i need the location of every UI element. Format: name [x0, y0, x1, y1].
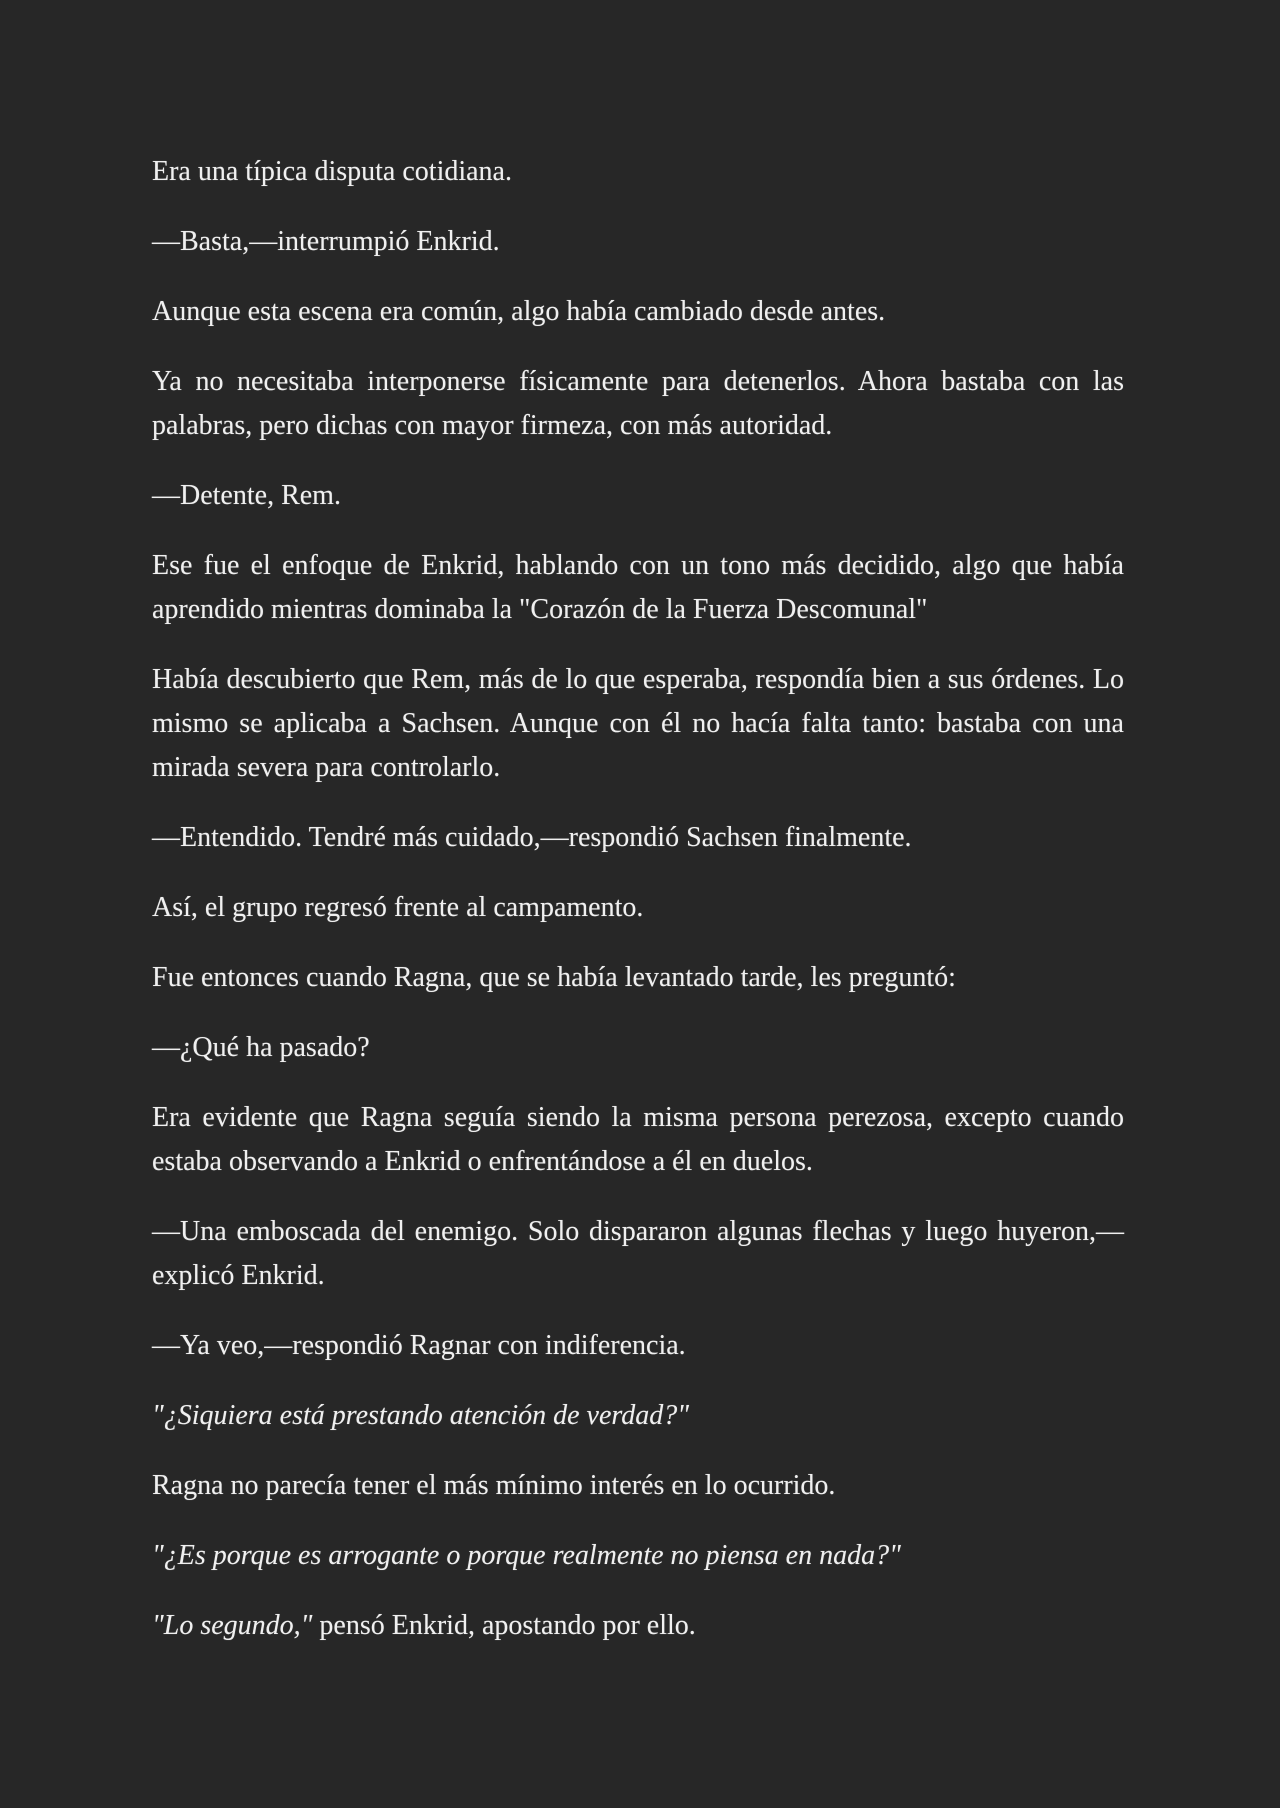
paragraph: —Ya veo,—respondió Ragnar con indiferencia. — [152, 1330, 686, 1361]
paragraph: Ese fue el enfoque de Enkrid, hablando con un tono más decidido, algo que había aprendido mientras dominaba la "Corazón de la Fuerza Descomunal" — [152, 550, 1124, 625]
paragraph — [152, 1604, 1124, 1648]
paragraph-inner-thought: "¿Siquiera está prestando atención de verdad?" — [152, 1400, 690, 1431]
paragraph: —¿Qué ha pasado? — [152, 1032, 370, 1063]
paragraph: —Detente, Rem. — [152, 480, 341, 511]
paragraph: —Una emboscada del enemigo. Solo dispararon algunas flechas y luego huyeron,— explicó Enkrid. — [152, 1216, 1124, 1291]
paragraph-inner-thought: "¿Es porque es arrogante o porque realmente no piensa en nada?" — [152, 1540, 901, 1571]
paragraph: —Basta,—interrumpió Enkrid. — [152, 226, 500, 257]
thought-quote: "Lo segundo," — [152, 1610, 313, 1641]
paragraph: Aunque esta escena era común, algo había cambiado desde antes. — [152, 296, 886, 327]
paragraph: Ragna no parecía tener el más mínimo interés en lo ocurrido. — [152, 1470, 836, 1501]
paragraph: Fue entonces cuando Ragna, que se había levantado tarde, les preguntó: — [152, 962, 956, 993]
paragraph: Era una típica disputa cotidiana. — [152, 156, 512, 187]
paragraph: —Entendido. Tendré más cuidado,—respondió Sachsen finalmente. — [152, 822, 912, 853]
narration-text: pensó Enkrid, apostando por ello. — [312, 1610, 696, 1641]
paragraph: Así, el grupo regresó frente al campamento. — [152, 892, 644, 923]
paragraph: Había descubierto que Rem, más de lo que esperaba, respondía bien a sus órdenes. Lo mismo se aplicaba a Sachsen. Aunque con él no hacía falta tanto: bastaba con una mirada severa para controlarlo. — [152, 664, 1124, 783]
paragraph: Ya no necesitaba interponerse físicamente para detenerlos. Ahora bastaba con las palabras, pero dichas con mayor firmeza, con más autoridad. — [152, 366, 1124, 441]
paragraph: Era evidente que Ragna seguía siendo la misma persona perezosa, excepto cuando estaba observando a Enkrid o enfrentándose a él en duelos. — [152, 1102, 1124, 1177]
